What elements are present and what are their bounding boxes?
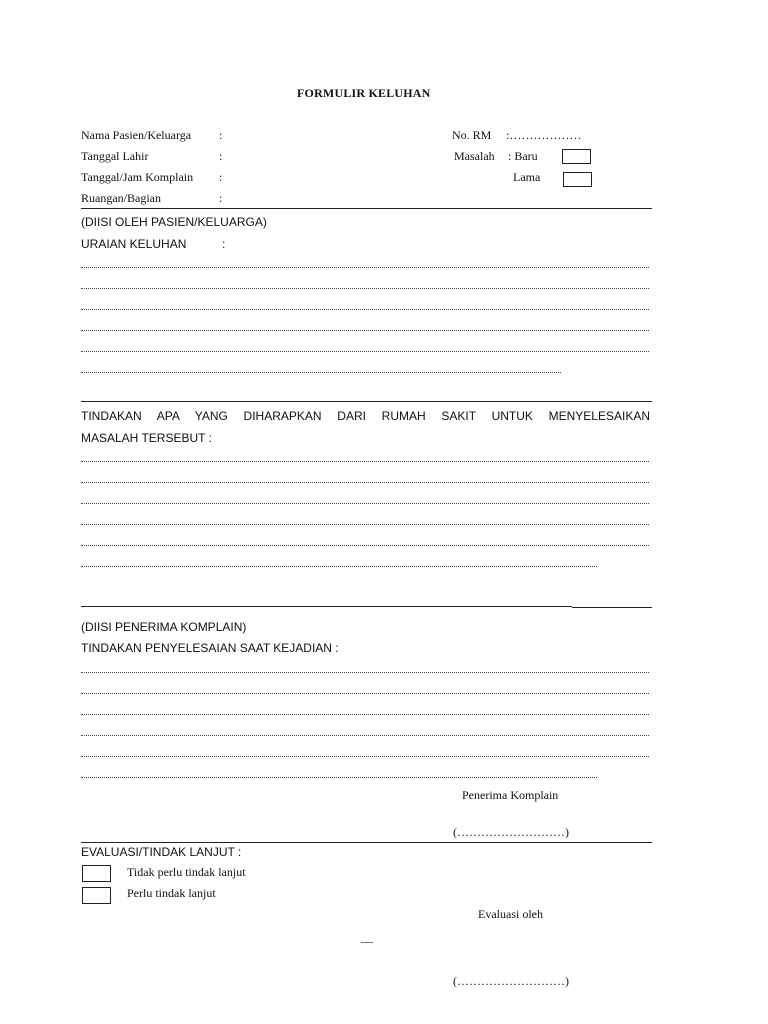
penyelesaian-line-2[interactable] bbox=[81, 693, 649, 694]
ruangan-label: Ruangan/Bagian bbox=[81, 191, 161, 205]
penyelesaian-line-4[interactable] bbox=[81, 735, 649, 736]
penyelesaian-line-6[interactable] bbox=[81, 777, 597, 778]
perlu-checkbox[interactable] bbox=[82, 887, 111, 904]
evaluasi-oleh-label: Evaluasi oleh bbox=[478, 907, 543, 921]
masalah-label: Masalah bbox=[454, 149, 495, 163]
harapan-question-line1: TINDAKAN APA YANG DIHARAPKAN DARI RUMAH SAKIT UNTUK MENYELESAIKAN bbox=[81, 409, 650, 423]
uraian-line-5[interactable] bbox=[81, 351, 649, 352]
no-rm-value: :……………… bbox=[506, 128, 582, 142]
no-rm-label: No. RM bbox=[452, 128, 492, 142]
section-penerima-heading: (DIISI PENERIMA KOMPLAIN) bbox=[81, 620, 247, 634]
section2-divider bbox=[81, 606, 572, 607]
uraian-line-4[interactable] bbox=[81, 330, 649, 331]
perlu-label: Perlu tindak lanjut bbox=[127, 886, 216, 900]
uraian-line-3[interactable] bbox=[81, 309, 649, 310]
dash-mark: — bbox=[361, 934, 373, 948]
form-title: FORMULIR KELUHAN bbox=[297, 86, 431, 100]
baru-label: : Baru bbox=[508, 149, 538, 163]
harapan-line-5[interactable] bbox=[81, 545, 649, 546]
harapan-line-1[interactable] bbox=[81, 461, 649, 462]
header-divider bbox=[81, 208, 652, 209]
lama-checkbox[interactable] bbox=[563, 172, 592, 187]
section1-divider bbox=[81, 401, 652, 402]
uraian-line-6[interactable] bbox=[81, 372, 561, 373]
penerima-komplain-label: Penerima Komplain bbox=[462, 788, 559, 802]
tidak-perlu-label: Tidak perlu tindak lanjut bbox=[127, 865, 246, 879]
penerima-signature[interactable]: (………………………) bbox=[453, 825, 569, 839]
harapan-line-6[interactable] bbox=[81, 566, 597, 567]
penyelesaian-line-1[interactable] bbox=[81, 672, 649, 673]
nama-label: Nama Pasien/Keluarga bbox=[81, 128, 192, 142]
tindakan-penyelesaian-label: TINDAKAN PENYELESAIAN SAAT KEJADIAN : bbox=[81, 641, 339, 655]
nama-colon: : bbox=[219, 128, 223, 142]
evaluasi-heading: EVALUASI/TINDAK LANJUT : bbox=[81, 845, 242, 859]
harapan-line-2[interactable] bbox=[81, 482, 649, 483]
tanggal-jam-label: Tanggal/Jam Komplain bbox=[81, 170, 194, 184]
baru-checkbox[interactable] bbox=[562, 149, 591, 164]
tanggal-lahir-colon: : bbox=[219, 149, 223, 163]
tidak-perlu-checkbox[interactable] bbox=[82, 865, 111, 882]
uraian-line-1[interactable] bbox=[81, 267, 649, 268]
lama-label: Lama bbox=[513, 170, 541, 184]
evaluasi-signature[interactable]: (………………………) bbox=[453, 974, 569, 988]
section2-divider-end bbox=[572, 607, 652, 608]
penyelesaian-line-5[interactable] bbox=[81, 756, 649, 757]
uraian-keluhan-colon: : bbox=[222, 237, 226, 251]
ruangan-colon: : bbox=[219, 191, 223, 205]
harapan-line-3[interactable] bbox=[81, 503, 649, 504]
tanggal-jam-colon: : bbox=[219, 170, 223, 184]
section-pasien-heading: (DIISI OLEH PASIEN/KELUARGA) bbox=[81, 215, 267, 229]
tanggal-lahir-label: Tanggal Lahir bbox=[81, 149, 149, 163]
uraian-line-2[interactable] bbox=[81, 288, 649, 289]
penyelesaian-line-3[interactable] bbox=[81, 714, 649, 715]
section3-divider bbox=[81, 842, 652, 843]
uraian-keluhan-label: URAIAN KELUHAN bbox=[81, 237, 187, 251]
harapan-line-4[interactable] bbox=[81, 524, 649, 525]
harapan-question-line2: MASALAH TERSEBUT : bbox=[81, 431, 212, 445]
